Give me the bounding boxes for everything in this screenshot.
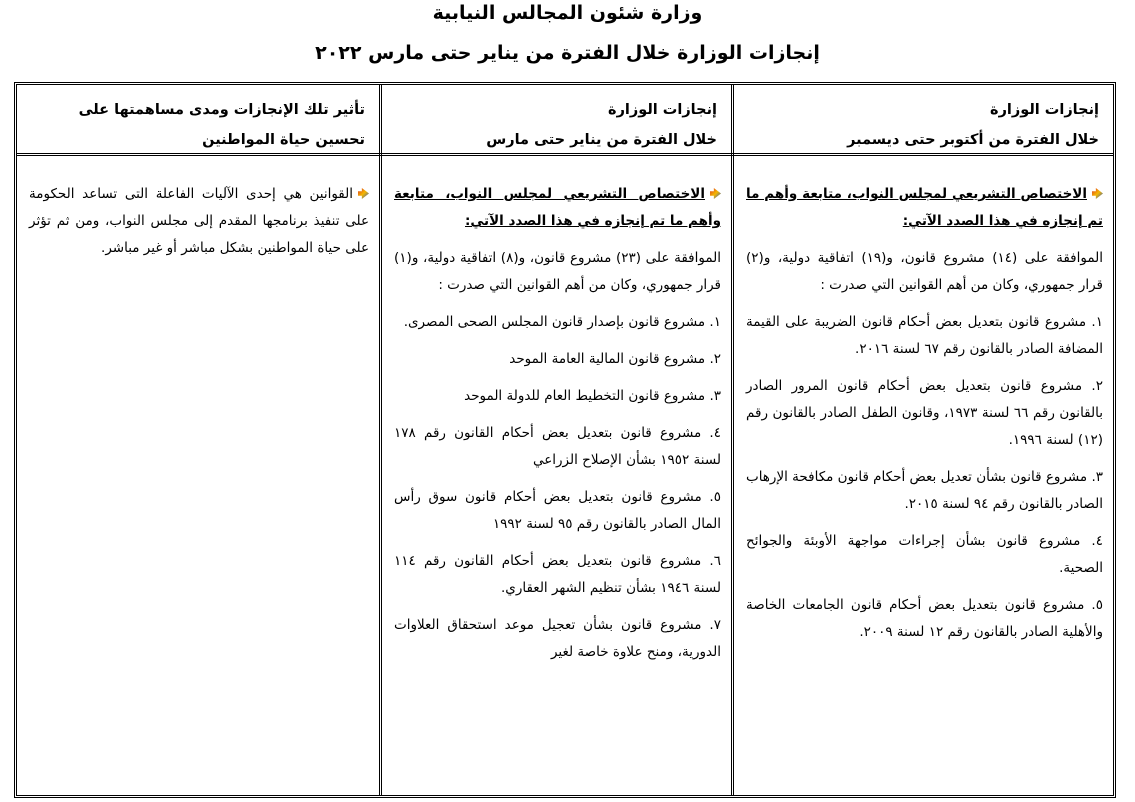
header-divider bbox=[17, 153, 1113, 156]
list-item: ٦. مشروع قانون بتعديل بعض أحكام القانون رقم ١١٤ لسنة ١٩٤٦ بشأن تنظيم الشهر العقاري. bbox=[394, 553, 721, 596]
col-impact-text: القوانين هي إحدى الآليات الفاعلة التى تساعد الحكومة على تنفيذ برنامجها المقدم إلى مجلس النواب، ومن ثم تؤثر على حياة المواطنين بشكل مباشر أو غير مباشر. bbox=[29, 186, 369, 256]
header-col-oct-dec-line1: إنجازات الوزارة bbox=[990, 102, 1099, 118]
ministry-title: وزارة شئون المجالس النيابية bbox=[432, 2, 703, 24]
list-item: ٤. مشروع قانون بشأن إجراءات مواجهة الأوبئة والجوائح الصحية. bbox=[746, 533, 1103, 576]
header-col-impact-line1: تأثير تلك الإنجازات ومدى مساهمتها على bbox=[78, 102, 365, 118]
document-subtitle: إنجازات الوزارة خلال الفترة من يناير حتى مارس ٢٠٢٢ bbox=[315, 42, 820, 64]
col-impact-text-block bbox=[29, 181, 369, 262]
list-item: ٢. مشروع قانون بتعديل بعض أحكام قانون المرور الصادر بالقانون رقم ٦٦ لسنة ١٩٧٣، وقانون الطفل الصادر بالقانون رقم (١٢) لسنة ١٩٩٦. bbox=[746, 378, 1103, 448]
header-col-jan-mar bbox=[382, 89, 731, 153]
col-oct-dec-body bbox=[734, 173, 1113, 795]
col-jan-mar-intro bbox=[394, 181, 721, 235]
col-jan-mar-summary: الموافقة على (٢٣) مشروع قانون، و(٨) اتفاقية دولية، و(١) قرار جمهوري، وكان من أهم القوانين التي صدرت : bbox=[394, 250, 721, 293]
header-col-oct-dec bbox=[734, 89, 1113, 153]
bullet-arrow-icon bbox=[1092, 188, 1103, 199]
header-col-jan-mar-line1: إنجازات الوزارة bbox=[608, 102, 717, 118]
header-col-impact-line2: تحسين حياة المواطنين bbox=[202, 132, 365, 148]
bullet-arrow-icon bbox=[358, 188, 369, 199]
header-col-impact bbox=[17, 89, 379, 153]
col-jan-mar-body bbox=[382, 173, 731, 795]
list-item: ٧. مشروع قانون بشأن تعجيل موعد استحقاق العلاوات الدورية، ومنح علاوة خاصة لغير bbox=[394, 617, 721, 660]
list-item: ١. مشروع قانون بتعديل بعض أحكام قانون الضريبة على القيمة المضافة الصادر بالقانون رقم ٦٧ لسنة ٢٠١٦. bbox=[746, 314, 1103, 357]
achievements-table bbox=[14, 82, 1116, 798]
col-jan-mar-intro-text: الاختصاص التشريعي لمجلس النواب، متابعة وأهم ما تم إنجازه في هذا الصدد الآتي: bbox=[394, 186, 721, 229]
list-item: ٤. مشروع قانون بتعديل بعض أحكام القانون رقم ١٧٨ لسنة ١٩٥٢ بشأن الإصلاح الزراعي bbox=[394, 425, 721, 468]
list-item: ٢. مشروع قانون المالية العامة الموحد bbox=[509, 351, 721, 367]
col-oct-dec-intro bbox=[746, 181, 1103, 235]
header-col-jan-mar-line2: خلال الفترة من يناير حتى مارس bbox=[486, 132, 717, 148]
list-item: ١. مشروع قانون بإصدار قانون المجلس الصحى المصرى. bbox=[403, 314, 721, 330]
col-impact-body bbox=[17, 173, 379, 795]
col-oct-dec-intro-text: الاختصاص التشريعي لمجلس النواب، متابعة وأهم ما تم إنجازه في هذا الصدد الآتي: bbox=[746, 186, 1103, 229]
bullet-arrow-icon bbox=[710, 188, 721, 199]
list-item: ٥. مشروع قانون بتعديل بعض أحكام قانون سوق رأس المال الصادر بالقانون رقم ٩٥ لسنة ١٩٩٢ bbox=[394, 489, 721, 532]
list-item: ٣. مشروع قانون بشأن تعديل بعض أحكام قانون مكافحة الإرهاب الصادر بالقانون رقم ٩٤ لسنة ٢٠١٥. bbox=[745, 469, 1103, 512]
header-col-oct-dec-line2: خلال الفترة من أكتوبر حتى ديسمبر bbox=[847, 132, 1099, 148]
list-item: ٣. مشروع قانون التخطيط العام للدولة الموحد bbox=[464, 388, 721, 404]
col-oct-dec-summary: الموافقة على (١٤) مشروع قانون، و(١٩) اتفاقية دولية، و(٢) قرار جمهوري، وكان من أهم القوانين التي صدرت : bbox=[746, 250, 1103, 293]
list-item: ٥. مشروع قانون بتعديل بعض أحكام قانون الجامعات الخاصة والأهلية الصادر بالقانون رقم ١٢ لسنة ٢٠٠٩. bbox=[746, 597, 1103, 640]
